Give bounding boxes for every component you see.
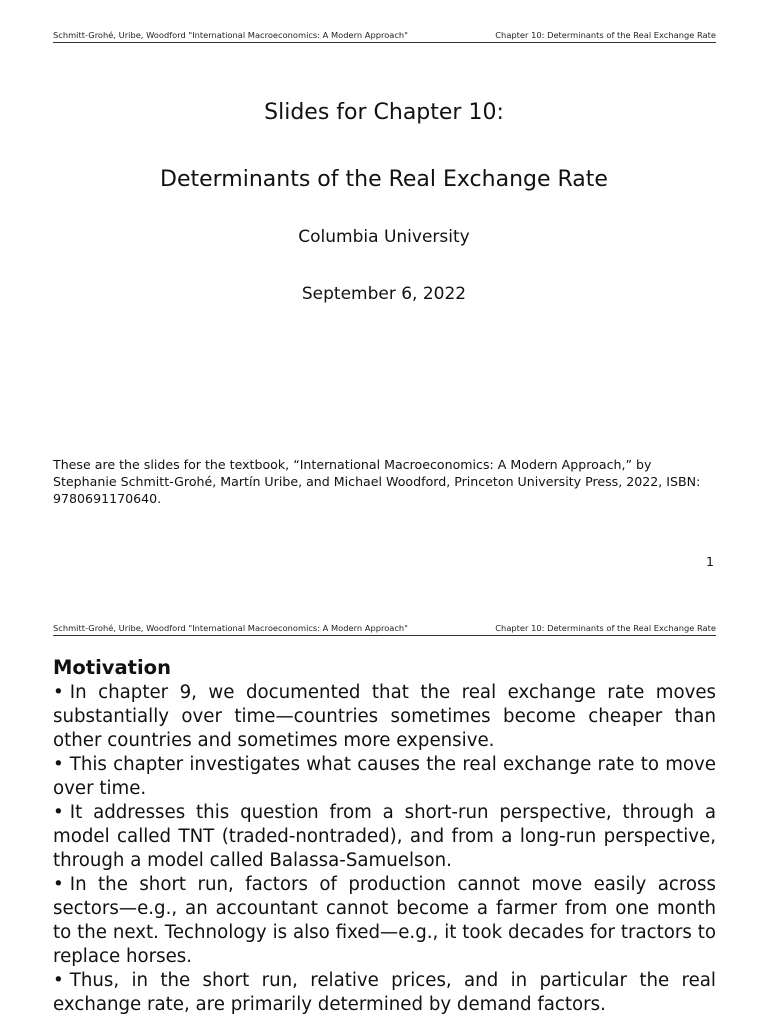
bullet-item [53,969,716,1017]
textbook-note: These are the slides for the textbook, “International Macroeconomics: A Modern Approach,” by Stephanie Schmitt-Grohé, Martín Uribe, and Michael Woodford, Princeton University Press, 2022, ISBN: 9780691170640. [53,457,701,506]
slide-title-line2: Determinants of the Real Exchange Rate [160,167,608,192]
affiliation: Columbia University [298,227,470,247]
bullet-icon: • [53,874,64,895]
section-title: Motivation [53,656,171,679]
running-header [53,623,716,636]
bullet-list [53,681,716,1017]
running-header-left: Schmitt-Grohé, Uribe, Woodford "International Macroeconomics: A Modern Approach" [53,623,408,633]
bullet-text: In chapter 9, we documented that the real exchange rate moves substantially over time—countries sometimes become cheaper than other countries and sometimes more expensive. [53,682,716,751]
bullet-icon: • [53,970,64,991]
bullet-icon: • [53,802,64,823]
bullet-text: Thus, in the short run, relative prices, and in particular the real exchange rate, are primarily determined by demand factors. [53,970,716,1015]
bullet-text: It addresses this question from a short-run perspective, through a model called TNT (traded-nontraded), and from a long-run perspective, through a model called Balassa-Samuelson. [53,802,716,871]
running-header-right: Chapter 10: Determinants of the Real Exchange Rate [495,623,716,633]
running-header [53,30,716,43]
bullet-item [53,873,716,969]
slide-title-line1: Slides for Chapter 10: [264,100,504,125]
bullet-text: In the short run, factors of production cannot move easily across sectors—e.g., an accountant cannot become a farmer from one month to the next. Technology is also fixed—e.g., it took decades for tractors to replace horses. [53,874,716,967]
running-header-left: Schmitt-Grohé, Uribe, Woodford "International Macroeconomics: A Modern Approach" [53,30,408,40]
running-header-right: Chapter 10: Determinants of the Real Exchange Rate [495,30,716,40]
bullet-icon: • [53,754,64,775]
motivation-slide [0,604,768,1024]
page-number: 1 [705,554,714,569]
date: September 6, 2022 [301,284,467,304]
bullet-item [53,681,716,753]
bullet-item [53,753,716,801]
bullet-text: This chapter investigates what causes the real exchange rate to move over time. [53,754,716,799]
bullet-icon: • [53,682,64,703]
bullet-item [53,801,716,873]
